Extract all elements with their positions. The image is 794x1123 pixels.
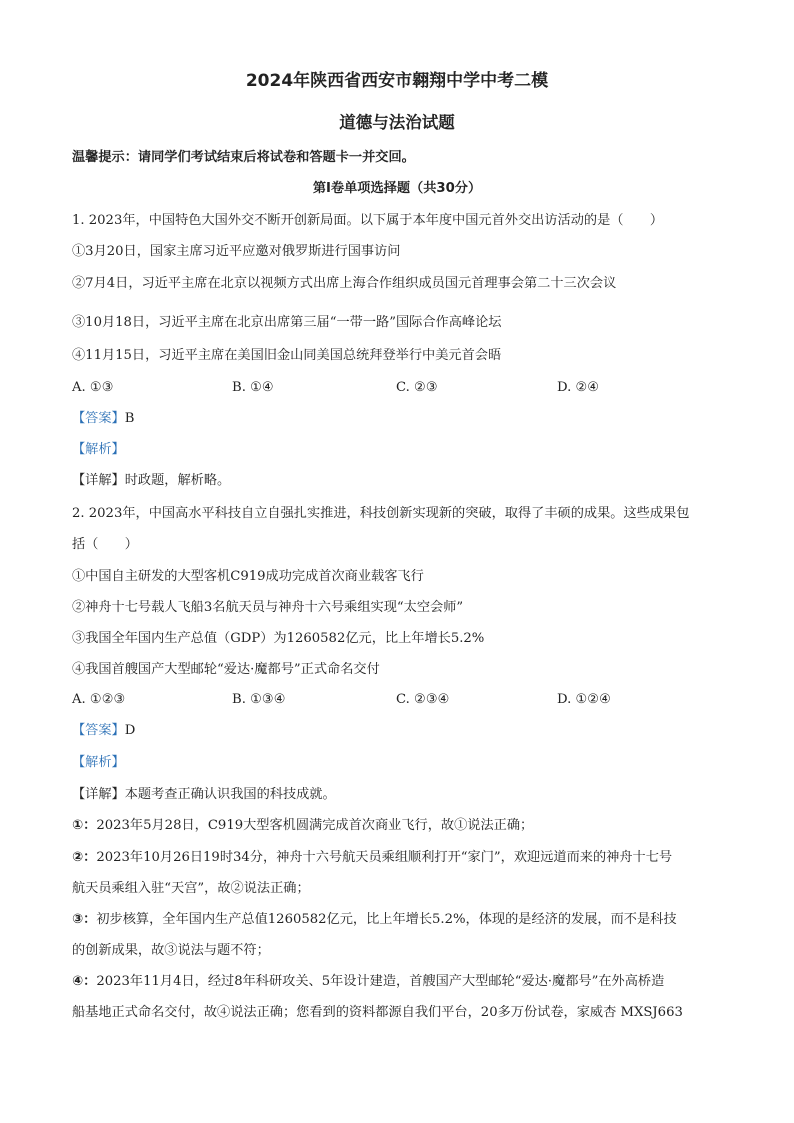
detail-text: 本题考查正确认识我国的科技成就。 [124, 787, 336, 802]
q1-analysis-tag: 【解析】 [72, 442, 125, 457]
explanation-key: ③： [72, 912, 97, 927]
q2-explanation-2-cont: 航天员乘组入驻“天宫”，故②说法正确； [72, 881, 310, 896]
q2-option-b: B. ①③④ [232, 692, 286, 707]
q1-item-3: ③10月18日，习近平主席在北京出席第三届“一带一路”国际合作高峰论坛 [72, 315, 502, 330]
section-header: 第Ⅰ卷单项选择题（共30分） [312, 181, 482, 196]
explanation-key: ②： [72, 850, 97, 865]
answer-value: D [124, 723, 136, 738]
q2-explanation-4 [72, 973, 664, 991]
q2-item-2: ②神舟十七号载人飞船3名航天员与神舟十六号乘组实现“太空会师” [72, 600, 464, 615]
q2-explanation-3 [72, 911, 677, 929]
explanation-key: ④： [72, 974, 97, 989]
q1-detail [72, 472, 230, 490]
explanation-text: 2023年11月4日，经过8年科研攻关、5年设计建造，首艘国产大型邮轮“爱达·魔都号”在外高桥造 [96, 974, 665, 989]
q1-option-a: A. ①③ [72, 380, 114, 395]
q2-item-3: ③我国全年国内生产总值（GDP）为1260582亿元，比上年增长5.2% [72, 631, 485, 646]
answer-tag: 【答案】 [72, 411, 125, 426]
notice-text: 温馨提示：请同学们考试结束后将试卷和答题卡一并交回。 [72, 150, 415, 165]
explanation-key: ①： [72, 818, 97, 833]
q2-stem-line-1: 2. 2023年，中国高水平科技自立自强扎实推进，科技创新实现新的突破，取得了丰硕的成果。这些成果包 [72, 506, 690, 521]
exam-title: 2024年陕西省西安市翱翔中学中考二模 [245, 71, 549, 91]
q2-item-1: ①中国自主研发的大型客机C919成功完成首次商业载客飞行 [72, 569, 424, 584]
q2-item-4: ④我国首艘国产大型邮轮“爱达·魔都号”正式命名交付 [72, 662, 380, 677]
q1-item-1: ①3月20日，国家主席习近平应邀对俄罗斯进行国事访问 [72, 244, 401, 259]
exam-subtitle: 道德与法治试题 [339, 113, 455, 132]
explanation-text: 初步核算，全年国内生产总值1260582亿元，比上年增长5.2%，体现的是经济的发展，而不是科技 [96, 912, 677, 927]
q1-answer [72, 410, 134, 428]
q2-analysis-tag: 【解析】 [72, 755, 125, 770]
explanation-text: 2023年10月26日19时34分，神舟十六号航天员乘组顺利打开“家门”，欢迎远道而来的神舟十七号 [96, 850, 673, 865]
q2-stem-line-2: 括（ ） [72, 537, 138, 552]
q1-item-2: ②7月4日，习近平主席在北京以视频方式出席上海合作组织成员国元首理事会第二十三次会议 [72, 276, 617, 291]
q2-explanation-1 [72, 817, 533, 835]
detail-tag: 【详解】 [72, 787, 125, 802]
q1-stem: 1. 2023年，中国特色大国外交不断开创新局面。以下属于本年度中国元首外交出访活动的是（ ） [72, 213, 664, 228]
detail-tag: 【详解】 [72, 473, 125, 488]
q2-option-d: D. ①②④ [557, 692, 611, 707]
q2-option-a: A. ①②③ [72, 692, 126, 707]
q2-detail [72, 786, 336, 804]
q2-explanation-4-cont: 船基地正式命名交付，故④说法正确；您看到的资料都源自我们平台，20多万份试卷，家威杏 MXSJ663 [72, 1005, 683, 1020]
q2-explanation-3-cont: 的创新成果，故③说法与题不符； [72, 943, 270, 958]
q1-item-4: ④11月15日，习近平主席在美国旧金山同美国总统拜登举行中美元首会晤 [72, 348, 502, 363]
explanation-text: 2023年5月28日，C919大型客机圆满完成首次商业飞行，故①说法正确； [96, 818, 534, 833]
q2-option-c: C. ②③④ [396, 692, 450, 707]
q1-option-c: C. ②③ [396, 380, 438, 395]
detail-text: 时政题，解析略。 [124, 473, 231, 488]
q1-option-d: D. ②④ [557, 380, 600, 395]
answer-value: B [124, 411, 135, 426]
answer-tag: 【答案】 [72, 723, 125, 738]
q2-answer [72, 722, 135, 740]
q1-option-b: B. ①④ [232, 380, 274, 395]
q2-explanation-2 [72, 849, 672, 867]
